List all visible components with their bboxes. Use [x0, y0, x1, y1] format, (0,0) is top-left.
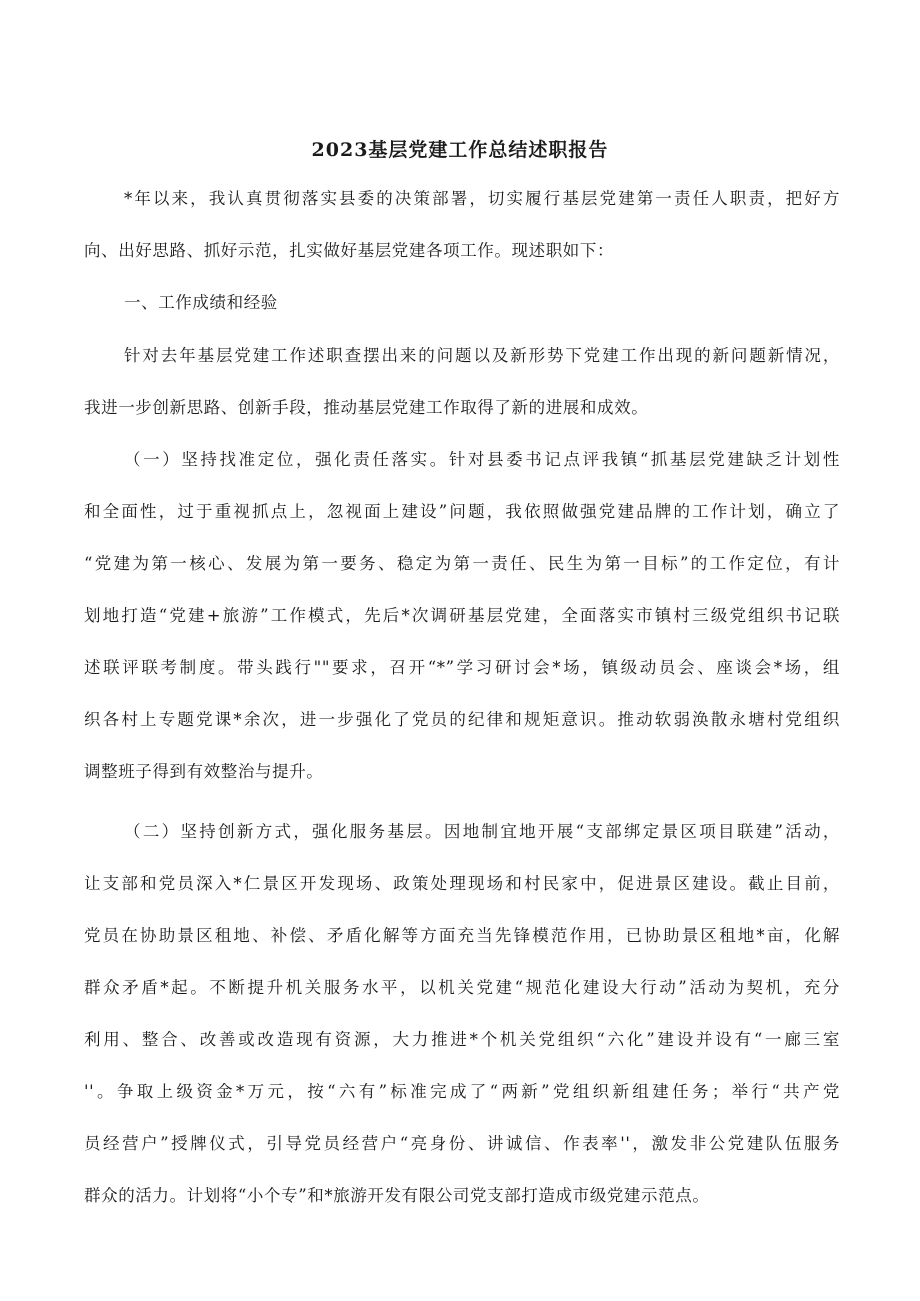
paragraph-line: 织各村上专题党课*余次，进一步强化了党员的纪律和规矩意识。推动软弱涣散永塘村党组织 [84, 710, 840, 729]
paragraph-line: 针对去年基层党建工作述职查摆出来的问题以及新形势下党建工作出现的新问题新情况， [124, 346, 840, 365]
paragraph-line: （二）坚持创新方式，强化服务基层。因地制宜地开展“支部绑定景区项目联建”活动， [124, 822, 840, 841]
paragraph-line: 调整班子得到有效整治与提升。 [84, 762, 324, 781]
document-title: 2023基层党建工作总结述职报告 [311, 139, 609, 161]
paragraph-line: 和全面性，过于重视抓点上，忽视面上建设”问题，我依照做强党建品牌的工作计划，确立了 [84, 502, 840, 521]
paragraph-line: *年以来，我认真贯彻落实县委的决策部署，切实履行基层党建第一责任人职责，把好方 [124, 189, 840, 208]
paragraph-line: 让支部和党员深入*仁景区开发现场、政策处理现场和村民家中，促进景区建设。截止目前， [84, 874, 840, 893]
paragraph-line: 员经营户”授牌仪式，引导党员经营户“亮身份、讲诚信、作表率''，激发非公党建队伍服务 [84, 1134, 840, 1153]
paragraph-line: （一）坚持找准定位，强化责任落实。针对县委书记点评我镇“抓基层党建缺乏计划性 [124, 450, 840, 469]
paragraph-line: 述联评联考制度。带头践行""要求，召开“*”学习研讨会*场，镇级动员会、座谈会*场，组 [84, 658, 840, 677]
section-heading: 一、工作成绩和经验 [124, 293, 278, 312]
paragraph-line: 向、出好思路、抓好示范，扎实做好基层党建各项工作。现述职如下： [84, 241, 615, 260]
paragraph-line: “党建为第一核心、发展为第一要务、稳定为第一责任、民生为第一目标”的工作定位，有计 [84, 554, 840, 573]
paragraph-line: 利用、整合、改善或改造现有资源，大力推进*个机关党组织“六化”建设并设有“一廊三室 [84, 1030, 840, 1049]
paragraph-line: 群众的活力。计划将“小个专”和*旅游开发有限公司党支部打造成市级党建示范点。 [84, 1186, 710, 1205]
paragraph-line: ''。争取上级资金*万元，按“六有”标准完成了“两新”党组织新组建任务；举行“共产党 [84, 1082, 840, 1101]
paragraph-line: 我进一步创新思路、创新手段，推动基层党建工作取得了新的进展和成效。 [84, 398, 649, 417]
paragraph-line: 群众矛盾*起。不断提升机关服务水平，以机关党建“规范化建设大行动”活动为契机，充分 [84, 978, 840, 997]
paragraph-line: 党员在协助景区租地、补偿、矛盾化解等方面充当先锋模范作用，已协助景区租地*亩，化解 [84, 926, 840, 945]
paragraph-line: 划地打造“党建+旅游”工作模式，先后*次调研基层党建，全面落实市镇村三级党组织书记联 [84, 606, 840, 625]
